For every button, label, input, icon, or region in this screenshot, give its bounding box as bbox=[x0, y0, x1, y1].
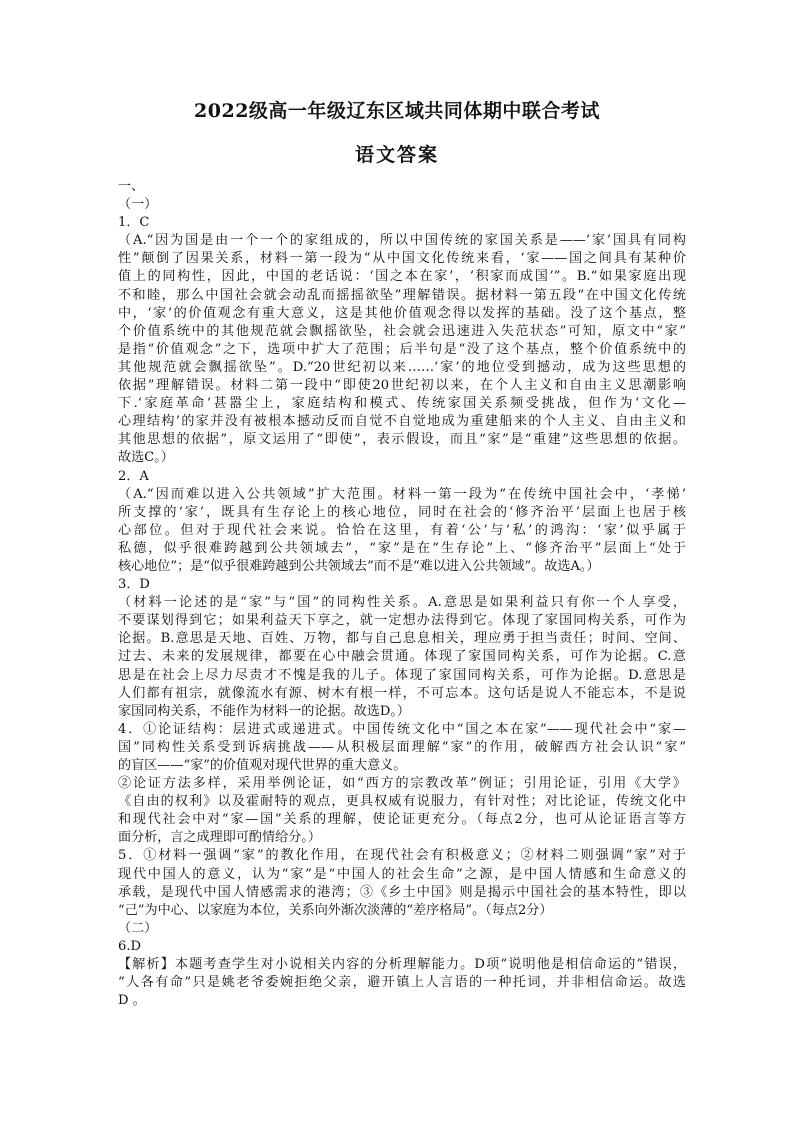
document-subtitle: 语文答案 bbox=[354, 144, 439, 166]
text-line: 的盲区——“家”的价值观对现代世界的重大意义。 bbox=[118, 758, 407, 773]
text-line: 所支撑的‘家’，既具有生存论上的核心地位，同时在社会的‘修齐治平’层面上也居于核 bbox=[118, 504, 686, 520]
answer-body bbox=[118, 178, 686, 1010]
document-title: 2022级高一年级辽东区域共同体期中联合考试 bbox=[194, 100, 600, 122]
text-line: 个价值系统中的其他规范就会飘摇欲坠，社会就会迅速进入失范状态”可知，原文中“家” bbox=[118, 323, 686, 339]
text-line: 人们都有祖宗，就像流水有源、树木有根一样，不可忘本。这句话是说人不能忘本，不是说 bbox=[118, 685, 686, 701]
text-line: 故选C。） bbox=[118, 450, 174, 466]
text-line: 不要谋划得到它；如果利益天下享之，就一定想办法得到它。体现了家国同构关系，可作为 bbox=[118, 613, 686, 629]
text-line: （材料一论述的是“家”与“国”的同构性关系。A.意思是如果利益只有你一个人享受， bbox=[118, 595, 686, 611]
text-line: （A.“因而难以进入公共领域”扩大范围。材料一第一段为“在传统中国社会中，‘孝悌’ bbox=[118, 486, 686, 502]
text-line: 承载，是现代中国人情感需求的港湾；③《乡土中国》则是揭示中国社会的基本特性，即以 bbox=[118, 884, 686, 900]
text-line: （二） bbox=[118, 920, 158, 936]
text-line: 是指“价值观念”之下，选项中扩大了范围；后半句是“没了这个基点，整个价值系统中的 bbox=[118, 341, 686, 357]
text-line: 论据。B.意思是天地、百姓、万物，都与自己息息相关，理应勇于担当责任；时间、空间、 bbox=[118, 631, 686, 647]
text-line: 下.‘家庭革命’甚嚣尘上，家庭结构和模式、传统家国关系频受挑战，但作为‘文化— bbox=[118, 396, 686, 412]
text-line: “人各有命”只是姚老爷委婉拒绝父亲，避开镇上人言语的一种托词，并非相信命运。故选 bbox=[118, 975, 686, 991]
text-line: 《自由的权利》以及霍耐特的观点，更具权威有说服力，有针对性；对比论证，传统文化中 bbox=[118, 794, 686, 810]
text-line: 值上的同构性，因此，中国的老话说：‘国之本在家’，‘积家而成国’”。B.“如果家庭出现 bbox=[118, 269, 686, 285]
text-line: 心理结构’的家并没有被根本撼动反而自觉不自觉地成为重建船来的个人主义、自由主义和 bbox=[118, 414, 686, 430]
text-line: 家国同构关系，不能作为材料一的论据。故选D。） bbox=[118, 703, 411, 719]
text-line: 和现代社会中对“家—国”关系的理解，使论证更充分。（每点2分，也可从论证语言等方 bbox=[118, 812, 686, 828]
text-line: 不和睦，那么中国社会就会动乱而摇摇欲坠”理解错误。据材料一第五段“在中国文化传统 bbox=[118, 287, 686, 303]
text-line: 过去、未来的发展规律，都要在心中融会贯通。体现了家国同构关系，可作为论据。C.意 bbox=[118, 649, 686, 665]
text-line: 面分析，言之成理即可酌情给分。） bbox=[118, 830, 321, 846]
text-line: 国”同构性关系受到诉病挑战——从积极层面理解“家”的作用，破解西方社会认识“家” bbox=[118, 739, 686, 755]
text-line: （一） bbox=[118, 197, 158, 213]
text-line: 中，‘家’的价值观念有重大意义，这是其他价值观念得以发挥的基础。没了这个基点，整 bbox=[118, 305, 686, 321]
text-line: 一、 bbox=[118, 179, 145, 194]
text-line: 其他思想的依据”，原文运用了“即使”，表示假设，而且“家”是“重建”这些思想的依据。 bbox=[118, 432, 686, 448]
text-line: 2．A bbox=[118, 468, 149, 484]
text-line: 5．①材料一强调“家”的教化作用，在现代社会有积极意义；②材料二则强调“家”对于 bbox=[118, 848, 686, 864]
text-line: 4．①论证结构：层进式或递进式。中国传统文化中“国之本在家”——现代社会中“家— bbox=[118, 721, 686, 737]
text-line: “己”为中心、以家庭为本位，关系向外渐次淡薄的“差序格局”。（每点2分） bbox=[118, 902, 553, 918]
text-line: 思是在社会上尽力尽责才不愧是我的儿子。体现了家国同构关系，可作为论据。D.意思是 bbox=[118, 667, 686, 683]
text-line: 1．C bbox=[118, 215, 150, 231]
text-line: （A.“因为国是由一个一个的家组成的，所以中国传统的家国关系是——‘家’国具有同构 bbox=[118, 233, 686, 249]
text-line: 其他规范就会飘摇欲坠”。D.“20世纪初以来……‘家’的地位受到撼动，成为这些思想的 bbox=[118, 359, 686, 375]
text-line: 6.D bbox=[118, 938, 141, 954]
text-line: 【解析】本题考查学生对小说相关内容的分析理解能力。D项“说明他是相信命运的”错误， bbox=[118, 957, 686, 973]
text-line: 依据”理解错误。材料二第一段中“即使20世纪初以来，在个人主义和自由主义思潮影响 bbox=[118, 378, 686, 394]
text-line: 性”颠倒了因果关系，材料一第一段为“从中国文化传统来看，‘家——国之间具有某种价 bbox=[118, 251, 686, 267]
text-line: D 。 bbox=[118, 993, 146, 1009]
text-line: 3．D bbox=[118, 577, 150, 593]
text-line: 现代中国人的意义，认为“家”是“中国人的社会生命”之源，是中国人情感和生命意义的 bbox=[118, 866, 686, 882]
text-line: 私德，似乎很难跨越到公共领域去”，“家”是在“生存论”上、“修齐治平”层面上“处于 bbox=[118, 540, 686, 556]
text-line: 核心地位”；是“似乎很难跨越到公共领域去”而不是“难以进入公共领域”。故选A。） bbox=[118, 558, 600, 574]
text-line: 心部位。但对于现代社会来说。恰恰在这里，有着‘公’与‘私’的鸿沟：‘家’似乎属于 bbox=[118, 522, 686, 538]
text-line: ②论证方法多样，采用举例论证，如“西方的宗教改革”例证；引用论证，引用《大学》 bbox=[118, 776, 686, 792]
